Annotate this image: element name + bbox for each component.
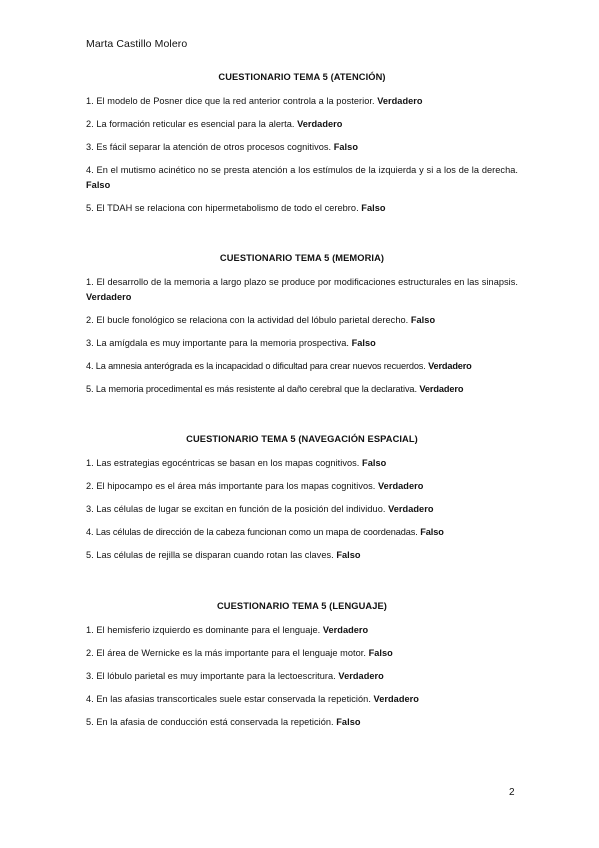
page-number: 2 — [509, 787, 515, 798]
answer-label: Falso — [410, 314, 436, 325]
answer-label: Falso — [361, 202, 386, 213]
question-text: 2. El hipocampo es el área más importante para los mapas cognitivos. — [86, 480, 376, 491]
question-item — [86, 623, 518, 638]
question-text: 5. El TDAH se relaciona con hipermetabolismo de todo el cerebro. — [86, 202, 359, 213]
answer-label: Verdadero — [86, 291, 132, 302]
answer-label: Verdadero — [428, 360, 472, 371]
question-text: 5. Las células de rejilla se disparan cuando rotan las claves. — [86, 549, 334, 560]
answer-label: Falso — [336, 549, 361, 560]
question-item — [86, 336, 518, 351]
answer-label: Falso — [368, 647, 393, 658]
answer-label: Verdadero — [377, 96, 423, 106]
question-item — [86, 692, 518, 707]
section-navegacion-espacial — [86, 434, 518, 571]
question-text: 3. La amígdala es muy importante para la memoria prospectiva. — [86, 337, 349, 348]
question-text: 2. La formación reticular es esencial para la alerta. — [86, 118, 295, 129]
question-item — [86, 456, 518, 471]
question-text: 1. Las estrategias egocéntricas se basan en los mapas cognitivos. — [86, 458, 360, 468]
question-text: 1. El desarrollo de la memoria a largo plazo se produce por modificaciones estructurales en las sinapsis. — [86, 277, 518, 287]
question-item — [86, 313, 518, 328]
question-text: 4. Las células de dirección de la cabeza funcionan como un mapa de coordenadas. — [86, 526, 418, 537]
answer-label: Verdadero — [338, 670, 384, 681]
answer-label: Falso — [362, 458, 387, 468]
question-item — [86, 201, 518, 216]
answer-label: Falso — [336, 716, 361, 727]
question-text: 4. En las afasias transcorticales suele estar conservada la repetición. — [86, 693, 371, 704]
question-text: 1. El hemisferio izquierdo es dominante para el lenguaje. — [86, 625, 321, 635]
question-text: 5. En la afasia de conducción está conservada la repetición. — [86, 716, 334, 727]
section-title: CUESTIONARIO TEMA 5 (LENGUAJE) — [216, 601, 387, 611]
question-text: 3. El lóbulo parietal es muy importante para la lectoescritura. — [86, 670, 336, 681]
answer-label: Falso — [420, 526, 444, 537]
question-item — [86, 94, 518, 109]
question-item — [86, 163, 518, 192]
question-item — [86, 548, 518, 563]
question-text: 3. Es fácil separar la atención de otros procesos cognitivos. — [86, 141, 332, 152]
question-item — [86, 117, 518, 132]
answer-label: Falso — [351, 337, 376, 348]
question-item — [86, 669, 518, 684]
question-item — [86, 502, 518, 517]
question-item — [86, 715, 518, 730]
answer-label: Verdadero — [297, 118, 343, 129]
section-title: CUESTIONARIO TEMA 5 (MEMORIA) — [219, 253, 385, 263]
section-memoria — [86, 253, 518, 405]
question-item — [86, 525, 518, 540]
section-atencion — [86, 72, 518, 224]
answer-label: Falso — [333, 141, 358, 152]
question-text: 2. El bucle fonológico se relaciona con la actividad del lóbulo parietal derecho. — [86, 314, 409, 325]
answer-label: Verdadero — [378, 480, 424, 491]
question-item — [86, 359, 518, 374]
answer-label: Verdadero — [419, 383, 464, 394]
section-lenguaje — [86, 601, 518, 738]
question-text: 3. Las células de lugar se excitan en función de la posición del individuo. — [86, 503, 386, 514]
answer-label: Verdadero — [388, 503, 434, 514]
section-title: CUESTIONARIO TEMA 5 (NAVEGACIÓN ESPACIAL) — [186, 434, 418, 444]
question-text: 4. La amnesia anterógrada es la incapacidad o dificultad para crear nuevos recuerdos. — [86, 360, 426, 371]
answer-label: Verdadero — [373, 693, 419, 704]
question-item — [86, 140, 518, 155]
question-text: 2. El área de Wernicke es la más importante para el lenguaje motor. — [86, 647, 366, 658]
question-item — [86, 382, 518, 397]
answer-label: Verdadero — [322, 625, 369, 635]
question-text: 4. En el mutismo acinético no se presta atención a los estímulos de la izquierda y si a los de la derecha. — [86, 164, 518, 175]
question-text: 5. La memoria procedimental es más resistente al daño cerebral que la declarativa. — [86, 383, 417, 394]
question-text: 1. El modelo de Posner dice que la red anterior controla a la posterior. — [86, 96, 375, 106]
question-item — [86, 646, 518, 661]
section-title: CUESTIONARIO TEMA 5 (ATENCIÓN) — [218, 72, 386, 82]
question-item — [86, 275, 518, 304]
question-item — [86, 479, 518, 494]
answer-label: Falso — [86, 179, 111, 190]
author-name: Marta Castillo Molero — [86, 38, 188, 50]
